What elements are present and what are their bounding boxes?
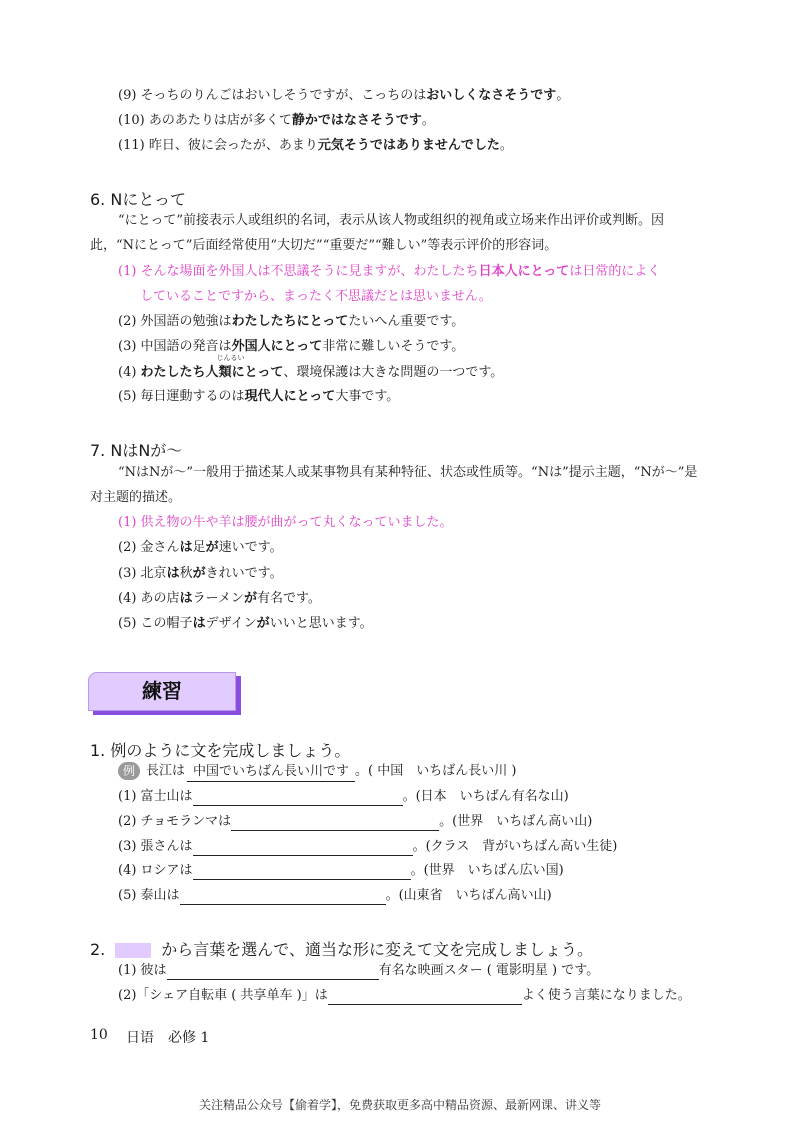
example-bold: わたしたち人: [140, 365, 219, 380]
exercise-instruction: から言葉を選んで、適当な形に変えて文を完成しましょう。: [161, 940, 593, 959]
example-11: [118, 137, 513, 155]
section-6-example-3: [118, 338, 464, 356]
example-text: (10) あのあたりは店が多くて: [118, 113, 292, 128]
example-bold: 外国人にとって: [231, 339, 323, 354]
furigana: じんるい: [216, 354, 245, 362]
example-text: (11) 昨日、彼に会ったが、あまり: [118, 138, 318, 153]
practice-tab-label: 練習: [142, 679, 182, 703]
item-label: (1) 彼は: [118, 963, 167, 978]
example-text: (4) あの店: [118, 591, 180, 606]
exercise-1-example: [118, 762, 516, 782]
example-text: (2) 金さん: [118, 540, 180, 555]
exercise-1-item-1: [118, 788, 569, 806]
item-hint: 。(日本 いちばん有名な山): [402, 789, 569, 804]
item-label: (3) 張さんは: [118, 839, 193, 854]
example-text: 有名です。: [256, 591, 321, 606]
item-text: 有名な映画スター ( 電影明星 ) です。: [378, 963, 600, 978]
example-10: [118, 112, 435, 130]
section-6-explanation: “にとって”前接表示人或组织的名词，表示从该人物或组织的视角或立场来作出评价或判断。因此，“Nにとって”后面经常使用“大切だ”“重要だ”“難しい”等表示评价的形容词。: [90, 213, 665, 253]
example-9: [118, 87, 569, 105]
example-hint: 。( 中国 いちばん長い川 ): [355, 763, 517, 779]
example-bold: にとって: [231, 365, 284, 380]
example-bold: が: [256, 616, 270, 631]
example-bold: は: [192, 616, 206, 631]
example-bold: が: [192, 566, 206, 581]
example-subject: 長江は: [146, 763, 186, 779]
example-bold: わたしたちにとって: [231, 314, 349, 329]
item-label: (2)「シェア自転車 ( 共享单车 )」は: [118, 988, 328, 1003]
exercise-2-item-1: [118, 962, 599, 980]
section-6-example-5: [118, 388, 399, 406]
page-number: 10: [90, 1027, 108, 1043]
item-text: よく使う言葉になりました。: [521, 988, 691, 1003]
section-7-example-1: (1) 供え物の牛や羊は腰が曲がって丸くなっていました。: [118, 515, 453, 530]
example-bold: は: [179, 591, 193, 606]
example-text: (5) この帽子: [118, 616, 193, 631]
promo-notice: 关注精品公众号【偷着学】，免费获取更多高中精品资源、最新网课、讲义等: [198, 1098, 601, 1112]
example-text: 速いです。: [218, 540, 283, 555]
answer-blank[interactable]: [328, 990, 522, 1005]
example-text: (3) 中国語の発音は: [118, 339, 232, 354]
answer-blank[interactable]: [193, 841, 413, 856]
practice-section-tab: [88, 672, 236, 711]
example-text: デザイン: [205, 616, 257, 631]
example-bold: は: [179, 540, 193, 555]
example-text: ラーメン: [192, 591, 244, 606]
item-label: (2) チョモランマは: [118, 814, 232, 829]
section-6-example-4: [118, 354, 504, 382]
exercise-number: 2.: [90, 940, 106, 959]
exercise-1-item-5: [118, 887, 552, 905]
example-text: たいへん重要です。: [348, 314, 465, 329]
example-bold: 静かではなさそうです: [291, 113, 422, 128]
section-6-example-2: [118, 313, 464, 331]
example-text: (3) 北京: [118, 566, 167, 581]
exercise-2-item-2: [118, 987, 691, 1005]
section-6-example-1-cont: していることですから、まったく不思議だとは思いません。: [140, 289, 492, 304]
ruby-word: [216, 354, 245, 382]
example-text: (5) 毎日運動するのは: [118, 389, 245, 404]
word-choice-box: [115, 943, 151, 958]
example-text: (4): [118, 365, 141, 380]
answer-blank[interactable]: [231, 816, 439, 831]
section-7-example-5: [118, 615, 373, 633]
example-text: (9) そっちのりんごはおいしそうですが、こっちのは: [118, 88, 427, 103]
example-bold: 類: [218, 365, 232, 380]
example-answer: 中国でいちばん長い川です: [187, 763, 355, 782]
example-text: 大事です。: [335, 389, 400, 404]
item-hint: 。(クラス 背がいちばん高い生徒): [412, 839, 618, 854]
exercise-1-item-4: [118, 862, 564, 880]
section-7-example-2: [118, 539, 283, 557]
answer-blank[interactable]: [180, 890, 386, 905]
exercise-1-item-2: [118, 813, 592, 831]
example-text: 、環境保護は大きな問題の一つです。: [283, 365, 504, 380]
example-badge: 例: [118, 762, 140, 780]
example-text: 。: [499, 138, 513, 153]
example-bold: 現代人にとって: [244, 389, 336, 404]
example-text: 。: [421, 113, 435, 128]
example-bold: 元気そうではありませんでした: [317, 138, 500, 153]
item-label: (1) 富士山は: [118, 789, 193, 804]
example-bold: が: [243, 591, 257, 606]
book-title: 日语 必修 1: [126, 1030, 210, 1046]
example-text: は日常的によく: [569, 264, 661, 279]
item-hint: 。(世界 いちばん広い国): [410, 863, 564, 878]
example-text: 秋: [179, 566, 193, 581]
exercise-1-title: 1. 例のように文を完成しましょう。: [90, 741, 351, 760]
example-bold: は: [166, 566, 180, 581]
answer-blank[interactable]: [193, 791, 403, 806]
example-text: 足: [192, 540, 206, 555]
item-hint: 。(世界 いちばん高い山): [439, 814, 593, 829]
item-label: (5) 泰山は: [118, 888, 180, 903]
example-text: いいと思います。: [269, 616, 373, 631]
example-bold: が: [205, 540, 219, 555]
item-hint: 。(山東省 いちばん高い山): [385, 888, 552, 903]
example-text: (2) 外国語の勉強は: [118, 314, 232, 329]
answer-blank[interactable]: [167, 965, 379, 980]
exercise-2-title: [90, 937, 593, 960]
item-label: (4) ロシアは: [118, 863, 193, 878]
section-7-example-4: [118, 590, 321, 608]
section-7-example-3: [118, 565, 283, 583]
example-text: (1) そんな場面を外国人は不思議そうに見ますが、わたしたち: [118, 264, 479, 279]
section-6-example-1: [118, 263, 660, 281]
example-bold: おいしくなさそうです: [426, 88, 557, 103]
section-7-explanation: “NはNが～”一般用于描述某人或某事物具有某种特征、状态或性质等。“Nは”提示主题，“Nが～”是对主题的描述。: [90, 465, 698, 505]
example-text: きれいです。: [205, 566, 283, 581]
section-6-title: 6. Nにとって: [90, 190, 187, 209]
exercise-1-item-3: [118, 838, 617, 856]
section-7-title: 7. NはNが～: [90, 441, 183, 460]
example-text: 。: [556, 88, 570, 103]
example-text: 非常に難しいそうです。: [322, 339, 465, 354]
answer-blank[interactable]: [193, 865, 411, 880]
example-bold: 日本人にとって: [478, 264, 570, 279]
